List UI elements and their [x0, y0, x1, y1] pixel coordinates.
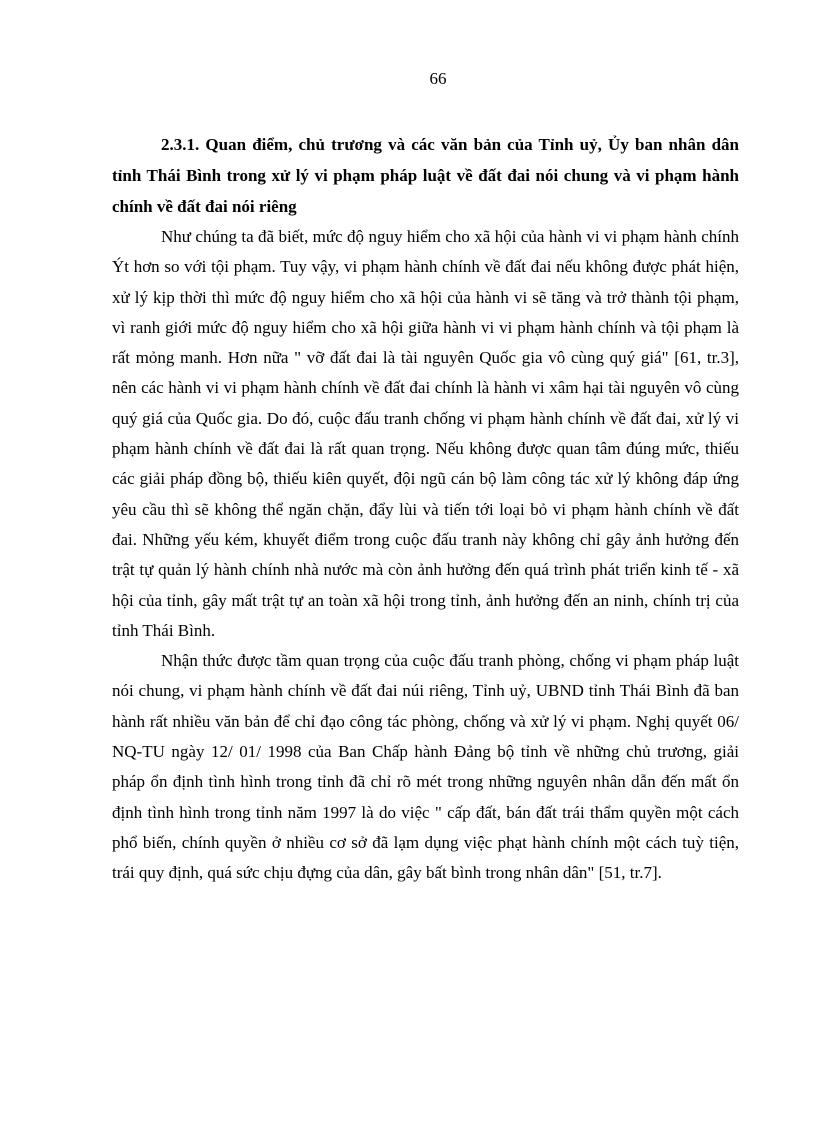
page-body — [112, 129, 739, 889]
body-paragraph-2: Nhận thức được tầm quan trọng của cuộc đấu tranh phòng, chống vi phạm pháp luật nói chung, vi phạm hành chính về đất đai núi riêng, Tỉnh uỷ, UBND tỉnh Thái Bình đã ban hành rất nhiều văn bản để chỉ đạo công tác phòng, chống và xử lý vi phạm. Nghị quyết 06/ NQ-TU ngày 12/ 01/ 1998 của Ban Chấp hành Đảng bộ tỉnh về những chủ trương, giải pháp ổn định tình hình trong tỉnh đã chỉ rõ mét trong những nguyên nhân dẫn đến mất ổn định tình hình trong tỉnh năm 1997 là do việc " cấp đất, bán đất trái thẩm quyền một cách phổ biến, chính quyền ở nhiều cơ sở đã lạm dụng việc phạt hành chính một cách tuỳ tiện, trái quy định, quá sức chịu đựng của dân, gây bất bình trong nhân dân" [51, tr.7]. — [112, 651, 739, 883]
body-paragraph-1: Như chúng ta đã biết, mức độ nguy hiểm cho xã hội của hành vi vi phạm hành chính Ýt hơn so với tội phạm. Tuy vậy, vi phạm hành chính về đất đai nếu không được phát hiện, xử lý kịp thời thì mức độ nguy hiểm cho xã hội của hành vi sẽ tăng và trở thành tội phạm, vì ranh giới mức độ nguy hiểm cho xã hội giữa hành vi vi phạm hành chính và tội phạm là rất mỏng manh. Hơn nữa " vỡ đất đai là tài nguyên Quốc gia vô cùng quý giá" [61, tr.3], nên các hành vi vi phạm hành chính về đất đai chính là hành vi xâm hại tài nguyên vô cùng quý giá của Quốc gia. Do đó, cuộc đấu tranh chống vi phạm hành chính về đất đai, xử lý vi phạm hành chính về đất đai là rất quan trọng. Nếu không được quan tâm đúng mức, thiếu các giải pháp đồng bộ, thiếu kiên quyết, đội ngũ cán bộ làm công tác xử lý không đáp ứng yêu cầu thì sẽ không thể ngăn chặn, đẩy lùi và tiến tới loại bỏ vi phạm hành chính về đất đai. Những yếu kém, khuyết điểm trong cuộc đấu tranh này không chỉ gây ảnh hưởng đến trật tự quản lý hành chính nhà nước mà còn ảnh hưởng đến quá trình phát triển kinh tế - xã hội của tỉnh, gây mất trật tự an toàn xã hội trong tỉnh, ảnh hưởng đến an ninh, chính trị của tỉnh Thái Bình. — [112, 227, 739, 640]
page-number: 66 — [429, 69, 447, 88]
section-heading: 2.3.1. Quan điểm, chủ trương và các văn bản của Tỉnh uỷ, Ủy ban nhân dân tỉnh Thái Bình trong xử lý vi phạm pháp luật về đất đai nói chung và vi phạm hành chính về đất đai nói riêng — [112, 135, 739, 216]
